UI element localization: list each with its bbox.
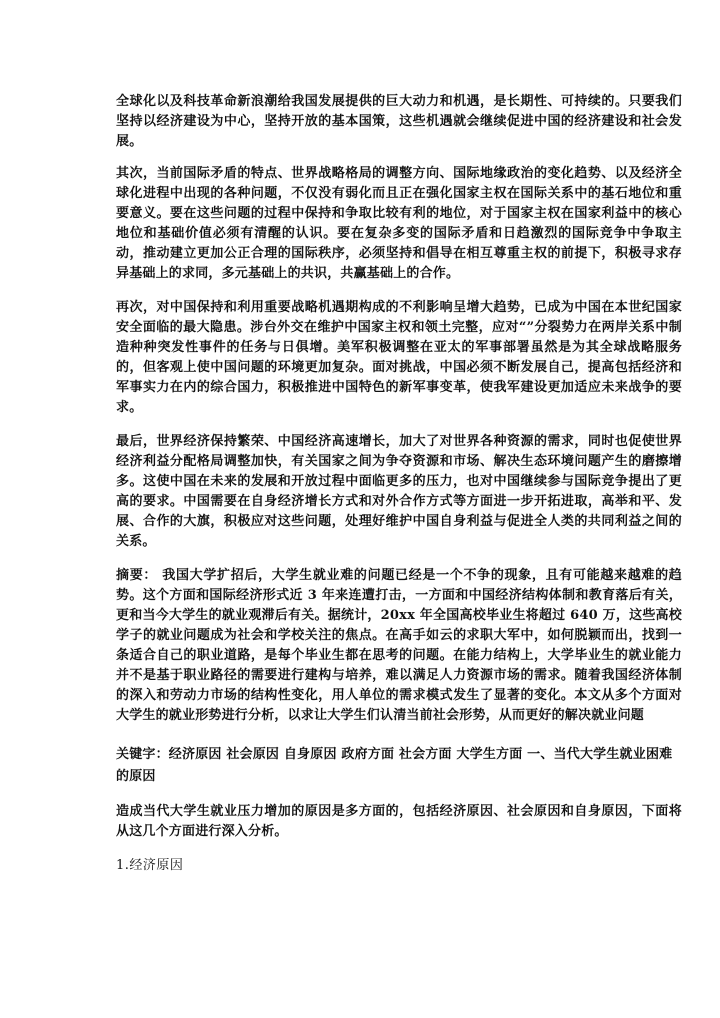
paragraph-finally: 最后，世界经济保持繁荣、中国经济高速增长，加大了对世界各种资源的需求，同时也促使世界经济利益分配格局调整加快，有关国家之间为争夺资源和市场、解决生态环境问题产生的磨擦增多。这使中国在未来的发展和开放过程中面临更多的压力，也对中国继续参与国际竞争提出了更高的要求。中国需要在自身经济增长方式和对外合作方式等方面进一步开拓进取，高举和平、发展、合作的大旗，积极应对这些问题，处理好维护中国自身利益与促进全人类的共同利益之间的关系。 [116, 434, 682, 549]
paragraph-secondly: 其次，当前国际矛盾的特点、世界战略格局的调整方向、国际地缘政治的变化趋势、以及经济全球化进程中出现的各种问题，不仅没有弱化而且正在强化国家主权在国际关系中的基石地位和重要意义。要在这些问题的过程中保持和争取比较有利的地位，对于国家主权在国家利益中的核心地位和基础价值必须有清醒的认识。要在复杂多变的国际矛盾和日趋激烈的国际竞争中争取主动，推动建立更加公正合理的国际秩序，必须坚持和倡导在相互尊重主权的前提下，积极寻求存异基础上的求同，多元基础上的共识，共赢基础上的合作。 [116, 166, 682, 281]
paragraph-thirdly: 再次，对中国保持和利用重要战略机遇期构成的不利影响呈增大趋势，已成为中国在本世纪国家安全面临的最大隐患。涉台外交在维护中国家主权和领土完整，应对“”分裂势力在两岸关系中制造种种突发性事件的任务与日俱增。美军积极调整在亚太的军事部署虽然是为其全球战略服务的，但客观上使中国问题的环境更加复杂。面对挑战，中国必须不断发展自己，提高包括经济和军事实力在内的综合国力，积极推进中国特色的新军事变革，使我军建设更加适应未来战争的要求。 [116, 300, 682, 415]
keywords-line: 关键字：经济原因 社会原因 自身原因 政府方面 社会方面 大学生方面 一、当代大学生就业困难的原因 [116, 747, 673, 784]
abstract-paragraph: 摘要： 我国大学扩招后，大学生就业难的问题已经是一个不争的现象，且有可能越来越难的趋势。这个方面和国际经济形式近 3 年来连遭打击，一方面和中国经济结构体制和教育落后有关，更和当今大学生的就业观滞后有关。据统计，20xx 年全国高校毕业生将超过 640 万，这些高校学子的就业问题成为社会和学校关注的焦点。在高手如云的求职大军中，如何脱颖而出，找到一条适合自己的职业道路，是每个毕业生都在思考的问题。在能力结构上，大学毕业生的就业能力并不是基于职业路径的需要进行建构与培养，难以满足人力资源市场的需求。随着我国经济体制的深入和劳动力市场的结构性变化，用人单位的需求模式发生了显著的变化。本文从多个方面对大学生的就业形势进行分析，以求让大学生们认清当前社会形势，从而更好的解决就业问题 [116, 568, 682, 723]
section-heading: 1.经济原因 [116, 858, 184, 873]
intro-paragraph: 造成当代大学生就业压力增加的原因是多方面的，包括经济原因、社会原因和自身原因，下面将从这几个方面进行深入分析。 [116, 804, 682, 839]
document-page [116, 92, 682, 876]
paragraph-globalization: 全球化以及科技革命新浪潮给我国发展提供的巨大动力和机遇，是长期性、可持续的。只要我们坚持以经济建设为中心，坚持开放的基本国策，这些机遇就会继续促进中国的经济建设和社会发展。 [116, 94, 682, 149]
